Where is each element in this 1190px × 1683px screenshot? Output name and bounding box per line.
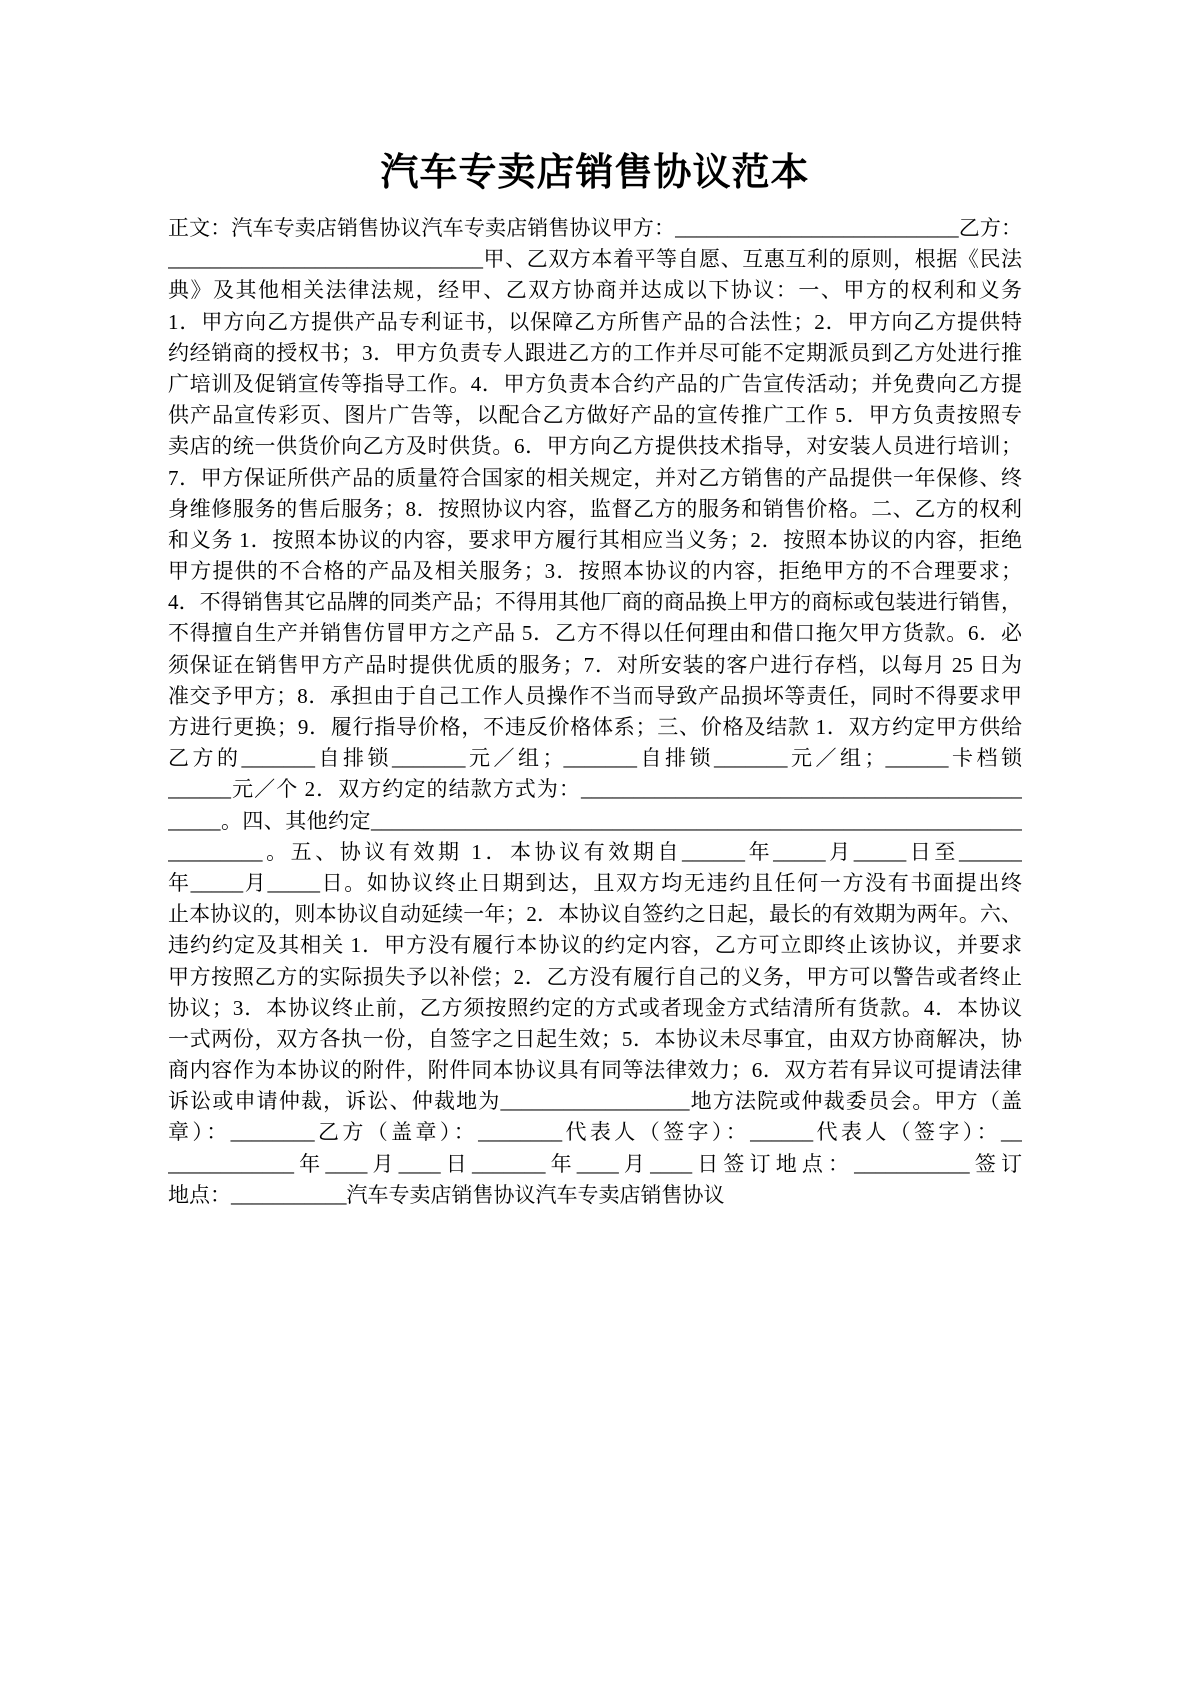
- document-line: 7．甲方保证所供产品的质量符合国家的相关规定，并对乙方销售的产品提供一年保修、终: [168, 465, 1022, 490]
- document-line: 约经销商的授权书；3．甲方负责专人跟进乙方的工作并尽可能不定期派员到乙方处进行推: [168, 340, 1022, 365]
- document-title: 汽车专卖店销售协议范本: [380, 152, 810, 194]
- document-line: 供产品宣传彩页、图片广告等，以配合乙方做好产品的宣传推广工作 5．甲方负责按照专: [168, 403, 1022, 428]
- document-line: ______元／个 2．双方约定的结款方式为：__________________________________________: [168, 777, 1022, 802]
- document-line: 1．甲方向乙方提供产品专利证书，以保障乙方所售产品的合法性；2．甲方向乙方提供特: [168, 309, 1022, 334]
- document-line: _________。五、协议有效期 1．本协议有效期自______年_____月_____日至______: [168, 839, 1022, 864]
- document-line: 地点：___________汽车专卖店销售协议汽车专卖店销售协议: [168, 1182, 725, 1207]
- document-line: ______________________________甲、乙双方本着平等自愿、互惠互利的原则，根据《民法: [168, 247, 1022, 272]
- document-content: [168, 0, 1022, 1211]
- document-line: 正文：汽车专卖店销售协议汽车专卖店销售协议甲方：___________________________乙方：: [168, 216, 1022, 240]
- document-line: 不得擅自生产并销售仿冒甲方之产品 5．乙方不得以任何理由和借口拖欠甲方货款。6．必: [168, 621, 1022, 646]
- document-line: 年_____月_____日。如协议终止日期到达，且双方均无违约且任何一方没有书面提出终: [168, 870, 1022, 895]
- document-line: 广培训及促销宣传等指导工作。4．甲方负责本合约产品的广告宣传活动；并免费向乙方提: [168, 371, 1022, 396]
- document-body: [168, 213, 1022, 1211]
- document-line: 止本协议的，则本协议自动延续一年；2．本协议自签约之日起，最长的有效期为两年。六、: [168, 902, 1022, 927]
- document-line: 4．不得销售其它品牌的同类产品；不得用其他厂商的商品换上甲方的商标或包装进行销售，: [168, 590, 1022, 615]
- document-line: 商内容作为本协议的附件，附件同本协议具有同等法律效力；6．双方若有异议可提请法律: [168, 1058, 1022, 1083]
- document-line: 卖店的统一供货价向乙方及时供货。6．甲方向乙方提供技术指导，对安装人员进行培训；: [168, 434, 1022, 459]
- document-line: 甲方提供的不合格的产品及相关服务；3．按照本协议的内容，拒绝甲方的不合理要求；: [168, 559, 1022, 584]
- document-line: 协议；3．本协议终止前，乙方须按照约定的方式或者现金方式结清所有货款。4．本协议: [168, 995, 1022, 1020]
- document-line: 乙方的_______自排锁_______元／组；_______自排锁_______元／组；______卡档锁: [168, 746, 1022, 771]
- document-line: 一式两份，双方各执一份，自签字之日起生效；5．本协议未尽事宜，由双方协商解决，协: [168, 1026, 1022, 1051]
- document-line: 典》及其他相关法律法规，经甲、乙双方协商并达成以下协议：一、甲方的权利和义务: [168, 278, 1022, 303]
- document-line: 准交予甲方；8．承担由于自己工作人员操作不当而导致产品损坏等责任，同时不得要求甲: [168, 683, 1022, 708]
- document-line: 甲方按照乙方的实际损失予以补偿；2．乙方没有履行自己的义务，甲方可以警告或者终止: [168, 964, 1022, 989]
- document-line: 章）：________乙方（盖章）：________代表人（签字）：______代表人（签字）：__: [168, 1120, 1022, 1145]
- document-line: ____________年____月____日_______年____月____日签订地点：___________签订: [168, 1151, 1022, 1176]
- document-line: 须保证在销售甲方产品时提供优质的服务；7．对所安装的客户进行存档，以每月 25 日为: [168, 652, 1022, 677]
- document-line: _____。四、其他约定______________________________________________________________: [168, 808, 1022, 833]
- document-line: 和义务 1．按照本协议的内容，要求甲方履行其相应当义务；2．按照本协议的内容，拒绝: [168, 527, 1022, 552]
- document-line: 诉讼或申请仲裁，诉讼、仲裁地为__________________地方法院或仲裁委员会。甲方（盖: [168, 1089, 1022, 1114]
- document-line: 身维修服务的售后服务；8．按照协议内容，监督乙方的服务和销售价格。二、乙方的权利: [168, 496, 1022, 521]
- document-line: 方进行更换；9．履行指导价格，不违反价格体系；三、价格及结款 1．双方约定甲方供给: [168, 715, 1022, 739]
- document-line: 违约约定及其相关 1．甲方没有履行本协议的约定内容，乙方可立即终止该协议，并要求: [168, 933, 1022, 958]
